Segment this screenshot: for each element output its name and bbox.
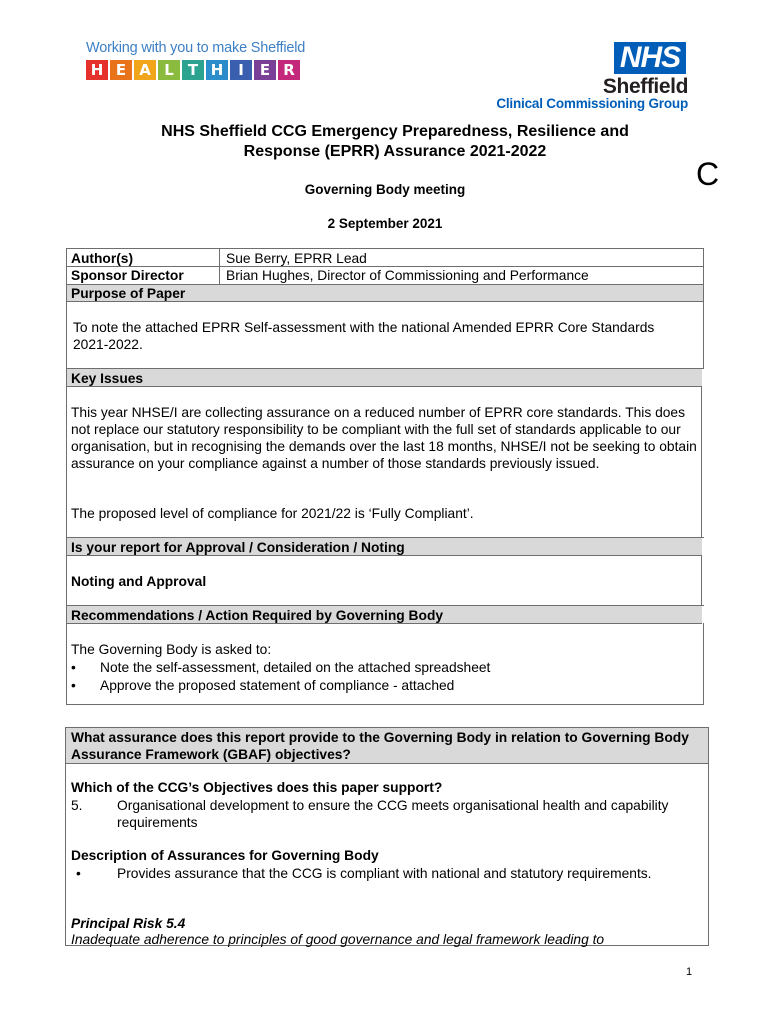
purpose-heading: Purpose of Paper xyxy=(71,286,186,301)
objectives-heading: Which of the CCG’s Objectives does this paper support? xyxy=(71,780,443,795)
objective-text: Organisational development to ensure the CCG meets organisational health and capability requirements xyxy=(117,798,669,830)
healthier-letter: H xyxy=(86,60,108,80)
objective-number: 5. xyxy=(71,798,83,813)
bullet-icon: • xyxy=(71,678,76,693)
sponsor-value: Brian Hughes, Director of Commissioning and Performance xyxy=(226,268,589,283)
risk-heading: Principal Risk 5.4 xyxy=(71,916,186,931)
healthier-letter: L xyxy=(158,60,180,80)
bullet-icon: • xyxy=(71,660,76,675)
healthier-letter: R xyxy=(278,60,300,80)
healthier-letter: T xyxy=(182,60,204,80)
healthier-letter: H xyxy=(206,60,228,80)
nhs-place-name: Sheffield xyxy=(602,75,688,98)
page-number: 1 xyxy=(686,966,693,978)
page-title xyxy=(70,122,720,162)
nhs-logo: NHS xyxy=(614,42,686,74)
title-line-2: Response (EPRR) Assurance 2021-2022 xyxy=(243,143,547,160)
meeting-date: 2 September 2021 xyxy=(327,216,443,231)
sponsor-label: Sponsor Director xyxy=(71,268,184,283)
meeting-name: Governing Body meeting xyxy=(304,182,466,197)
report-type-heading: Is your report for Approval / Consideration / Noting xyxy=(71,540,405,555)
healthier-letter: E xyxy=(254,60,276,80)
author-label: Author(s) xyxy=(71,251,134,266)
description-heading: Description of Assurances for Governing Body xyxy=(71,848,379,863)
description-item-text: Provides assurance that the CCG is compliant with national and statutory requirements. xyxy=(117,866,652,881)
healthier-letter: I xyxy=(230,60,252,80)
healthier-letter: E xyxy=(110,60,132,80)
compliance-statement: The proposed level of compliance for 2021/22 is ‘Fully Compliant’. xyxy=(71,506,474,521)
key-issues-heading: Key Issues xyxy=(71,371,144,386)
nhs-organisation-name: Clinical Commissioning Group xyxy=(496,96,688,111)
assurance-heading: What assurance does this report provide to the Governing Body in relation to Governing Body Assurance Framework (GBAF) objectives? xyxy=(71,730,689,762)
report-type-value: Noting and Approval xyxy=(71,574,207,589)
risk-text: Inadequate adherence to principles of good governance and legal framework leading to xyxy=(71,932,605,947)
healthier-logo xyxy=(86,60,300,80)
purpose-text: To note the attached EPRR Self-assessment with the national Amended EPRR Core Standards 2021-2022. xyxy=(73,320,655,352)
bullet-icon: • xyxy=(76,866,81,881)
key-issues-text: This year NHSE/I are collecting assurance on a reduced number of EPRR core standards. This does not replace our statutory responsibility to be compliant with the full set of standards applicable to our organisation, but in recognising the demands over the last 18 months, NHSE/I not be seeking to obtain assurance on your compliance against a number of those standards previously issued. xyxy=(71,405,697,471)
recommendation-text: Note the self-assessment, detailed on the attached spreadsheet xyxy=(100,660,491,675)
author-value: Sue Berry, EPRR Lead xyxy=(226,251,367,266)
title-line-1: NHS Sheffield CCG Emergency Preparedness, Resilience and xyxy=(161,123,629,140)
healthier-letter: A xyxy=(134,60,156,80)
key-issues-header-bg xyxy=(66,369,702,386)
healthier-tagline: Working with you to make Sheffield xyxy=(86,40,306,56)
recommendations-intro: The Governing Body is asked to: xyxy=(71,642,272,657)
recommendations-heading: Recommendations / Action Required by Governing Body xyxy=(71,608,444,623)
recommendation-text: Approve the proposed statement of compliance - attached xyxy=(100,678,455,693)
appendix-letter: C xyxy=(696,156,720,192)
